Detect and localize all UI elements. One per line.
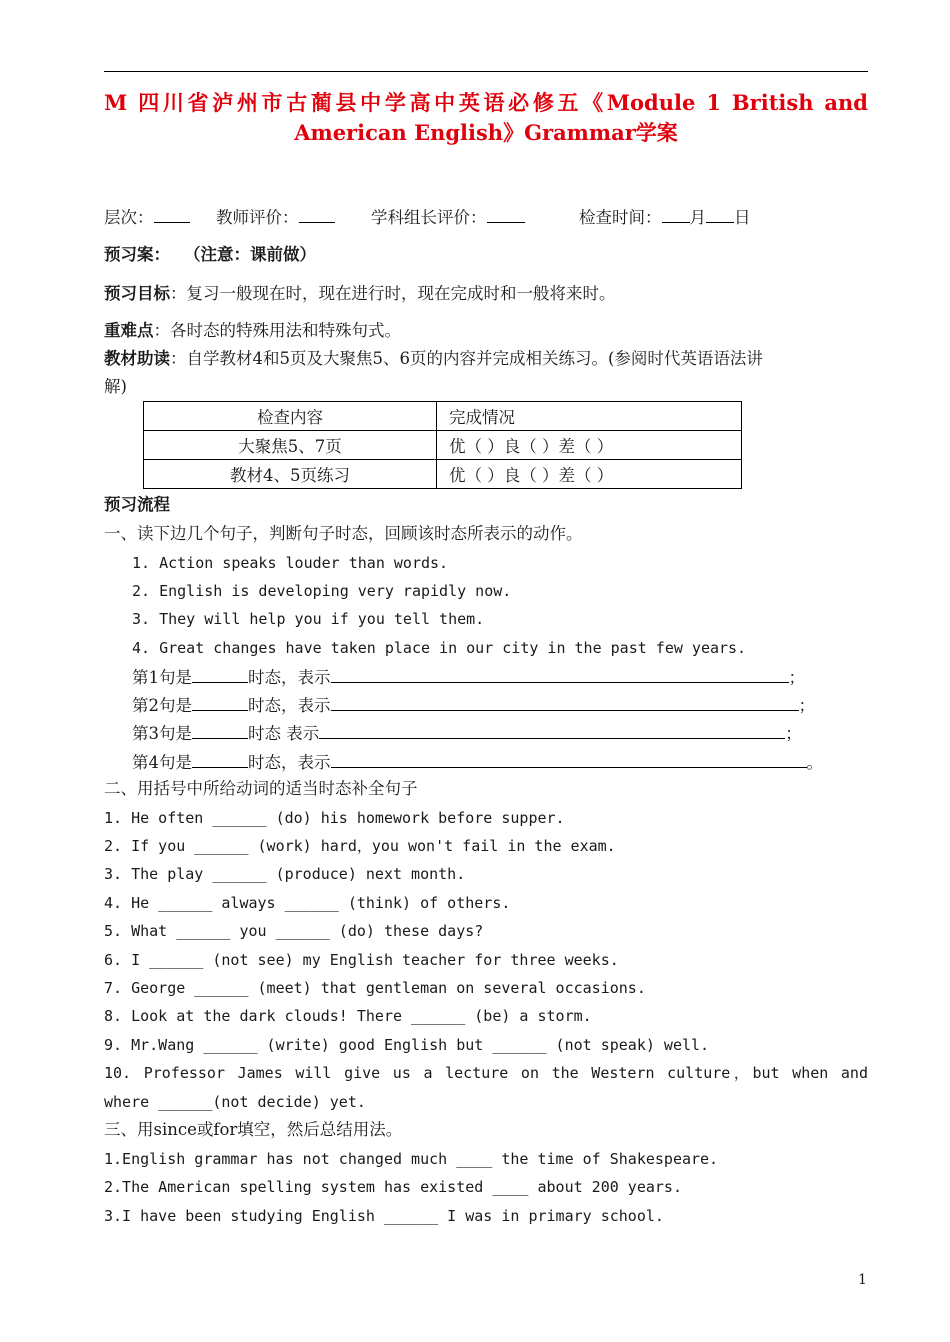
answer-line — [132, 693, 815, 717]
answer-end: 。 — [806, 753, 823, 772]
table-header-cell: 完成情况 — [437, 402, 742, 431]
exercise-item: 10. Professor James will give us a lecture on the Western culture，but when and — [104, 1064, 868, 1082]
exercise-item: 1.English grammar has not changed much ____ the time of Shakespeare. — [104, 1150, 719, 1168]
meaning-blank[interactable] — [331, 750, 807, 768]
key-text: ：各时态的特殊用法和特殊句式。 — [153, 321, 401, 340]
meaning-blank[interactable] — [331, 665, 789, 683]
exercise-item: 8. Look at the dark clouds! There ______ (be) a storm. — [104, 1007, 592, 1025]
section3-heading: 三、用since或for填空，然后总结用法。 — [104, 1120, 403, 1139]
preview-label: 预习案： — [104, 245, 170, 264]
level-blank[interactable] — [154, 205, 190, 223]
title-line-2: American English》Grammar学案 — [294, 120, 678, 145]
month-label: 月 — [689, 208, 706, 227]
answer-prefix: 第1句是 — [132, 668, 192, 687]
answer-prefix: 第4句是 — [132, 753, 192, 772]
check-time-label: 检查时间： — [579, 208, 662, 227]
exercise-item: 4. He ______ always ______ (think) of others. — [104, 894, 511, 912]
day-label: 日 — [734, 208, 751, 227]
tense-blank[interactable] — [192, 693, 248, 711]
key-label: 重难点 — [104, 321, 154, 340]
check-table — [143, 401, 742, 489]
tense-blank[interactable] — [192, 721, 248, 739]
exercise-item: 6. I ______ (not see) my English teacher for three weeks. — [104, 951, 619, 969]
title-line-1: M 四川省泸州市古蔺县中学高中英语必修五《Module 1 British and — [104, 90, 868, 115]
answer-end: ； — [798, 696, 815, 715]
exercise-item: 5. What ______ you ______ (do) these days? — [104, 922, 484, 940]
table-header-cell: 检查内容 — [144, 402, 437, 431]
section1-sentence: 3. They will help you if you tell them. — [132, 610, 485, 628]
header-rule — [104, 71, 868, 72]
guide-label: 教材助读 — [104, 349, 170, 368]
flow-title: 预习流程 — [104, 495, 170, 514]
document-title — [104, 88, 868, 148]
section2-heading: 二、用括号中所给动词的适当时态补全句子 — [104, 779, 418, 798]
table-header-row — [144, 402, 742, 431]
goal-label: 预习目标 — [104, 284, 170, 303]
textbook-guide — [104, 348, 763, 370]
answer-mid: 时态，表示 — [248, 753, 331, 772]
answer-prefix: 第2句是 — [132, 696, 192, 715]
page-number: 1 — [858, 1272, 867, 1288]
section1-heading: 一、读下边几个句子，判断句子时态，回顾该时态所表示的动作。 — [104, 524, 583, 543]
table-cell: 教材4、5页练习 — [144, 460, 437, 489]
table-cell[interactable]: 优（ ）良（ ）差（ ） — [437, 431, 742, 460]
answer-line — [132, 665, 805, 689]
exercise-item: 7. George ______ (meet) that gentleman on several occasions. — [104, 979, 646, 997]
table-cell[interactable]: 优（ ）良（ ）差（ ） — [437, 460, 742, 489]
preview-goal — [104, 283, 616, 305]
key-points — [104, 320, 401, 342]
section1-sentence: 4. Great changes have taken place in our city in the past few years. — [132, 639, 747, 657]
leader-eval-blank[interactable] — [487, 205, 525, 223]
goal-text: ：复习一般现在时，现在进行时，现在完成时和一般将来时。 — [170, 284, 616, 303]
table-row — [144, 431, 742, 460]
exercise-item: 2.The American spelling system has existed ____ about 200 years. — [104, 1178, 682, 1196]
answer-mid: 时态 表示 — [248, 724, 320, 743]
guide-text: ：自学教材4和5页及大聚焦5、6页的内容并完成相关练习。(参阅时代英语语法讲 — [170, 349, 763, 368]
section1-sentence: 2. English is developing very rapidly now. — [132, 582, 512, 600]
answer-end: ； — [788, 668, 805, 687]
answer-mid: 时态，表示 — [248, 696, 331, 715]
answer-prefix: 第3句是 — [132, 724, 192, 743]
textbook-guide-cont: 解) — [104, 377, 127, 396]
table-row — [144, 460, 742, 489]
meaning-blank[interactable] — [331, 693, 799, 711]
answer-mid: 时态，表示 — [248, 668, 331, 687]
exercise-item: 1. He often ______ (do) his homework before supper. — [104, 809, 565, 827]
month-blank[interactable] — [662, 205, 690, 223]
tense-blank[interactable] — [192, 665, 248, 683]
meaning-blank[interactable] — [319, 721, 785, 739]
exercise-item: 3.I have been studying English ______ I was in primary school. — [104, 1207, 664, 1225]
evaluation-line — [104, 205, 751, 229]
preview-heading — [104, 244, 316, 266]
exercise-item: 3. The play ______ (produce) next month. — [104, 865, 466, 883]
level-label: 层次： — [104, 208, 154, 227]
table-cell: 大聚焦5、7页 — [144, 431, 437, 460]
tense-blank[interactable] — [192, 750, 248, 768]
exercise-item: 9. Mr.Wang ______ (write) good English but ______ (not speak) well. — [104, 1036, 710, 1054]
exercise-item: 2. If you ______ (work) hard，you won't fail in the exam. — [104, 837, 616, 855]
answer-line — [132, 750, 823, 774]
exercise-item: where ______(not decide) yet. — [104, 1093, 366, 1111]
day-blank[interactable] — [706, 205, 734, 223]
section1-sentence: 1. Action speaks louder than words. — [132, 554, 449, 572]
leader-eval-label: 学科组长评价： — [371, 208, 487, 227]
answer-line — [132, 721, 802, 745]
teacher-eval-label: 教师评价： — [216, 208, 299, 227]
answer-end: ； — [785, 724, 802, 743]
preview-note: （注意：课前做） — [184, 245, 316, 264]
teacher-eval-blank[interactable] — [299, 205, 335, 223]
